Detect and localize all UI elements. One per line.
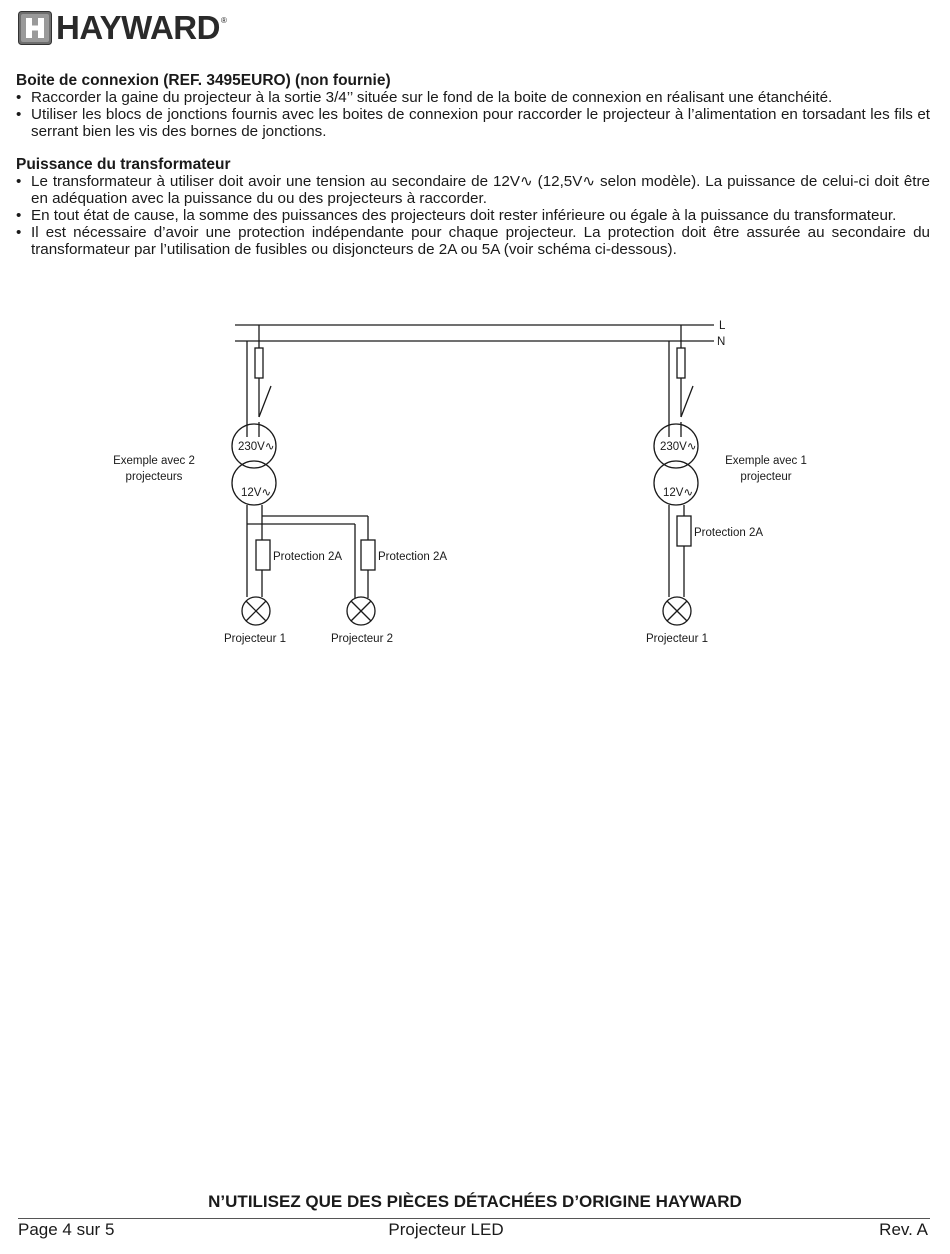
caption-line-1: Exemple avec 2 [113,455,195,467]
protection-label-1: Protection 2A [273,551,343,563]
connection-box-section [16,72,930,140]
list-item: • Raccorder la gaine du projecteur à la sortie 3/4’’ située sur le fond de la boite de connexion en réalisant une étanchéité. [16,89,930,106]
lamp-label: Projecteur 1 [645,633,709,645]
protection-fuse-1 [256,540,270,570]
secondary-voltage: 12V∿ [241,487,272,499]
switch [259,386,271,417]
lamp-icon [663,597,691,625]
list-item: • Il est nécessaire d’avoir une protection indépendante pour chaque projecteur. La protection doit être assurée au secondaire du transformateur par l’utilisation de fusibles ou disjoncteurs de 2A ou 5A (voir schéma ci-dessous). [16,224,930,258]
list-item: • En tout état de cause, la somme des puissances des projecteurs doit rester inférieure ou égale à la puissance du transformateur. [16,207,930,224]
lamp-label-1: Projecteur 1 [223,633,287,645]
hayward-h-icon [18,11,52,45]
protection-label: Protection 2A [694,527,764,539]
primary-voltage: 230V∿ [660,441,697,453]
hayward-logo [18,10,227,46]
primary-fuse [255,348,263,378]
registered-mark: ® [220,15,227,25]
lamp-icon [347,597,375,625]
caption-line-1: Exemple avec 1 [725,455,807,467]
primary-voltage: 230V∿ [238,441,275,453]
primary-fuse [677,348,685,378]
caption-line-2: projecteur [740,471,792,483]
line-N-label: N [717,336,726,348]
switch [681,386,693,417]
left-circuit [113,325,447,645]
original-parts-warning: N’UTILISEZ QUE DES PIÈCES DÉTACHÉES D’ORIGINE HAYWARD [208,1192,742,1211]
page-number: Page 4 sur 5 [18,1220,115,1239]
bullet-list [16,89,930,140]
list-item: • Utiliser les blocs de jonctions fournis avec les boites de connexion pour raccorder le projecteur à l’alimentation en torsadant les fils et serrant bien les vis des bornes de jonctions. [16,106,930,140]
protection-fuse-2 [361,540,375,570]
protection-fuse [677,516,691,546]
caption-line-2: projecteurs [125,471,183,483]
right-circuit [646,325,807,645]
product-name: Projecteur LED [388,1220,504,1239]
section-title: Puissance du transformateur [16,156,231,173]
lamp-icon [242,597,270,625]
revision: Rev. A [879,1220,928,1239]
bullet-list [16,173,930,258]
brand-name: HAYWARD [56,9,220,46]
secondary-voltage: 12V∿ [663,487,694,499]
lamp-label-2: Projecteur 2 [330,633,394,645]
wiring-diagram [0,300,950,660]
line-L-label: L [719,320,726,332]
transformer-power-section [16,156,930,258]
list-item: • Le transformateur à utiliser doit avoir une tension au secondaire de 12V∿ (12,5V∿ selon modèle). La puissance de celui-ci doit être en adéquation avec la puissance du ou des projecteurs à raccorder. [16,173,930,207]
protection-label-2: Protection 2A [378,551,448,563]
footer-divider [18,1218,930,1219]
section-title: Boite de connexion (REF. 3495EURO) (non fournie) [16,72,391,89]
